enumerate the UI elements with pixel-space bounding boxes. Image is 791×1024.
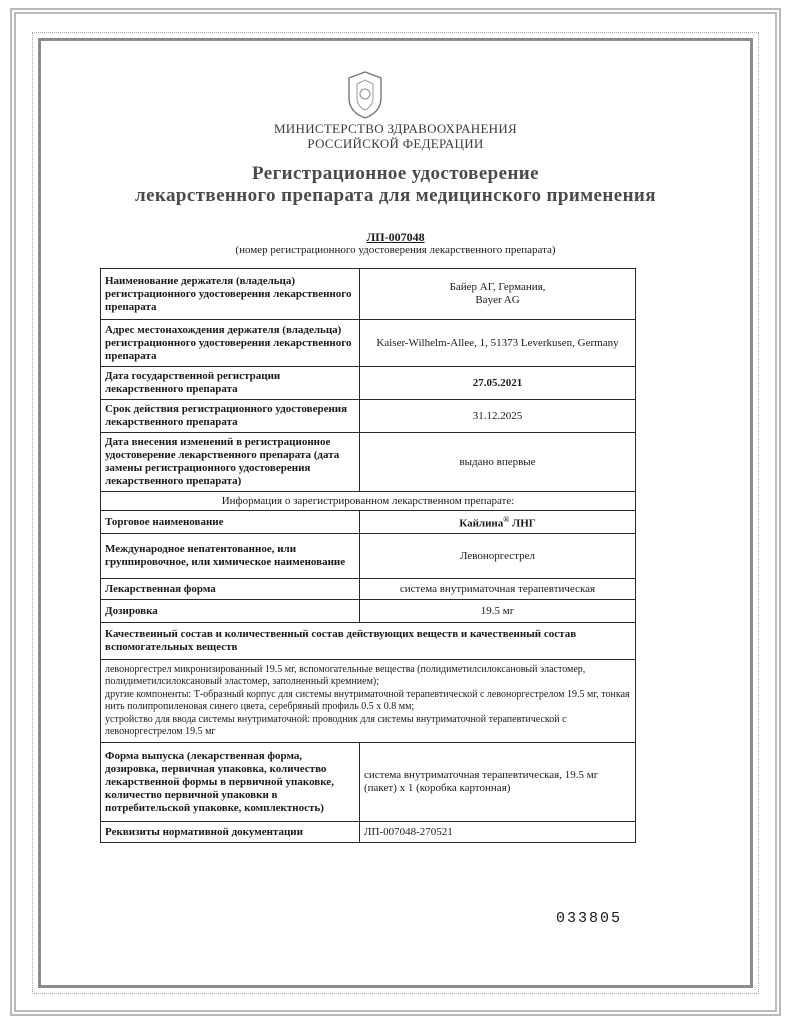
- table-row-reg-date: [101, 367, 636, 400]
- normative-label: Реквизиты нормативной документации: [101, 822, 360, 843]
- dosage-form-value: система внутриматочная терапевтическая: [360, 579, 636, 600]
- composition-line3: устройство для ввода системы внутриматочной: проводник для системы внутриматочной терапевтической с левоноргестрелом 19.5 мг: [105, 713, 567, 737]
- table-row-inn: [101, 534, 636, 579]
- dosage-form-label: Лекарственная форма: [101, 579, 360, 600]
- dose-label: Дозировка: [101, 600, 360, 623]
- registered-mark: ®: [503, 515, 510, 525]
- document-title-line2: лекарственного препарата для медицинского применения: [135, 185, 656, 206]
- holder-value-line1: Байер АГ, Германия,: [449, 281, 546, 293]
- holder-value-line2: Bayer AG: [475, 294, 520, 306]
- table-row-composition-title: [101, 623, 636, 660]
- composition-line2: другие компоненты: Т-образный корпус для системы внутриматочной терапевтической с левоноргестрелом 19.5 мг, тонкая нить полипропиленовая синего цвета, серебряный профиль 0.5 х 0.8 мм;: [105, 688, 630, 712]
- release-form-label: Форма выпуска (лекарственная форма, дозировка, первичная упаковка, количество лекарственной формы в первичной упаковке, количество первичной упаковки в потребительской упаковке, комплектность): [101, 743, 360, 822]
- changes-value: выдано впервые: [360, 433, 636, 492]
- table-row-validity: [101, 400, 636, 433]
- reg-date-value: 27.05.2021: [360, 367, 636, 400]
- trade-name-value: [360, 511, 636, 534]
- coat-of-arms-emblem-icon: [343, 68, 387, 120]
- composition-line1: левоноргестрел микронизированный 19.5 мг, вспомогательные вещества (полидиметилсилоксановый эластомер, полидиметилсилоксановый эластомер, заполненный кремнием);: [105, 663, 586, 687]
- normative-value: ЛП-007048-270521: [360, 822, 636, 843]
- composition-title: Качественный состав и количественный состав действующих веществ и качественный состав вспомогательных веществ: [101, 623, 636, 660]
- table-row-holder: [101, 269, 636, 320]
- table-row-trade-name: [101, 511, 636, 534]
- table-row-composition: [101, 660, 636, 743]
- address-value: Kaiser-Wilhelm-Allee, 1, 51373 Leverkusen, Germany: [360, 320, 636, 367]
- trade-name-suffix: ЛНГ: [512, 517, 536, 530]
- inn-value: Левоноргестрел: [360, 534, 636, 579]
- table-row-address: [101, 320, 636, 367]
- serial-number: 033805: [556, 910, 623, 927]
- ministry-name-line2: РОССИЙСКОЙ ФЕДЕРАЦИИ: [307, 136, 484, 151]
- reg-date-label: Дата государственной регистрации лекарственного препарата: [101, 367, 360, 400]
- info-header: Информация о зарегистрированном лекарственном препарате:: [101, 492, 636, 511]
- holder-label: Наименование держателя (владельца) регистрационного удостоверения лекарственного препарата: [101, 269, 360, 320]
- validity-label: Срок действия регистрационного удостоверения лекарственного препарата: [101, 400, 360, 433]
- trade-name-text: Кайлина: [459, 517, 504, 530]
- table-row-dosage-form: [101, 579, 636, 600]
- registration-table: [100, 268, 636, 843]
- holder-value: [360, 269, 636, 320]
- registration-number-caption: (номер регистрационного удостоверения лекарственного препарата): [235, 244, 556, 256]
- table-row-info-header: [101, 492, 636, 511]
- table-row-release-form: [101, 743, 636, 822]
- composition-body: [101, 660, 636, 743]
- inn-label: Международное непатентованное, или группировочное, или химическое наименование: [101, 534, 360, 579]
- document-title-line1: Регистрационное удостоверение: [252, 163, 539, 184]
- ministry-name-line1: МИНИСТЕРСТВО ЗДРАВООХРАНЕНИЯ: [273, 121, 518, 136]
- registration-number: ЛП-007048: [366, 230, 425, 244]
- table-row-normative: [101, 822, 636, 843]
- table-row-changes: [101, 433, 636, 492]
- table-row-dose: [101, 600, 636, 623]
- dose-value: 19.5 мг: [360, 600, 636, 623]
- release-form-value: система внутриматочная терапевтическая, 19.5 мг (пакет) х 1 (коробка картонная): [360, 743, 636, 822]
- validity-value: 31.12.2025: [360, 400, 636, 433]
- address-label: Адрес местонахождения держателя (владельца) регистрационного удостоверения лекарственного препарата: [101, 320, 360, 367]
- trade-name-label: Торговое наименование: [101, 511, 360, 534]
- changes-label: Дата внесения изменений в регистрационное удостоверение лекарственного препарата (дата замены регистрационного удостоверения лекарственного препарата): [101, 433, 360, 492]
